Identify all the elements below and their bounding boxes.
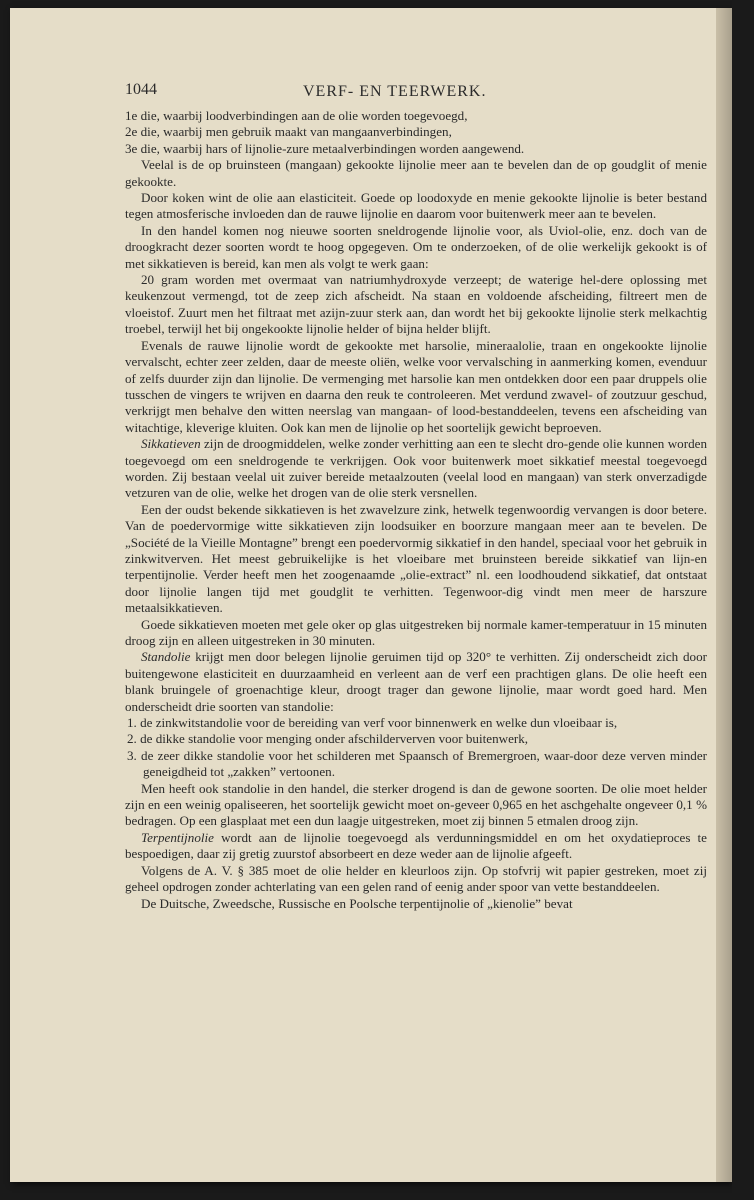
term-sikkatieven: Sikkatieven <box>141 436 201 452</box>
paragraph: In den handel komen nog nieuwe soorten sneldrogende lijnolie voor, als Uviol-olie, enz. doch van de droogkracht dezer soorten wordt te hoog opgegeven. Om te onderzoeken, of de olie werkelijk gekookt is of met sikkatieven is bereid, kan men als volgt te werk gaan: <box>125 222 707 271</box>
list-item: 1. de zinkwitstandolie voor de bereiding van verf voor binnenwerk en welke dun vloeibaar is, <box>127 715 618 731</box>
paragraph: Men heeft ook standolie in den handel, die sterker drogend is dan de gewone soorten. De olie moet helder zijn en een weinig opaliseeren, het soortelijk gewicht moet on-geveer 0,965 en het aschgehalte ongeveer 0,1 % bedragen. Op een glasplaat met een dun laagje uitgestreken, moet zij binnen 5 etmalen droog zijn. <box>125 780 707 829</box>
list-item: 3e die, waarbij hars of lijnolie-zure metaalverbindingen worden aangewend. <box>125 140 525 156</box>
paragraph: Goede sikkatieven moeten met gele oker op glas uitgestreken bij normale kamer-temperatuur in 15 minuten droog zijn en alleen uitgestreken in 30 minuten. <box>125 616 707 648</box>
book-page <box>10 8 732 1182</box>
paragraph: Volgens de A. V. § 385 moet de olie helder en kleurloos zijn. Op stofvrij wit papier gestreken, moet zij geheel opdrogen zonder achterlating van een gelen rand of eenig ander spoor van vette bestanddeelen. <box>125 862 707 895</box>
list-item: 2e die, waarbij men gebruik maakt van mangaanverbindingen, <box>125 124 452 140</box>
list-item: 2. de dikke standolie voor menging onder afschilderverven voor buitenwerk, <box>127 731 529 747</box>
list-item: 3. de zeer dikke standolie voor het schilderen met Spaansch of Bremergroen, waar-door deze verven minder geneigdheid tot „zakken” vertoonen. <box>127 747 707 780</box>
term-standolie: Standolie <box>141 649 191 665</box>
paragraph: Evenals de rauwe lijnolie wordt de gekookte met harsolie, mineraalolie, traan en ongekookte lijnolie vervalscht, echter zeer zelden, daar de meeste oliën, welke voor vervalsching in aanmerking komen, evenduur of zelfs duurder zijn dan lijnolie. De vermenging met harsolie kan men ontdekken door een paar druppels olie tusschen de vingers te wrijven en daarna den reuk te controleeren. Met verdund zwavel- of zoutzuur geschud, verkrijgt men behalve den witten neerslag van mangaan- of lood-bestanddeelen, tevens een afscheiding van witachtige, kleverige kluiten. Ook kan men de lijnolie op het soortelijk gewicht beproeven. <box>125 337 707 435</box>
list-item: 1e die, waarbij loodverbindingen aan de olie worden toegevoegd, <box>125 108 468 123</box>
body-text <box>125 108 707 912</box>
paragraph: Door koken wint de olie aan elasticiteit. Goede op loodoxyde en menie gekookte lijnolie is beter bestand tegen atmosferische invloeden dan de rauwe lijnolie en daarom voor buitenwerk meer aan te bevelen. <box>125 190 707 222</box>
paragraph <box>125 436 707 502</box>
paragraph-text: wordt aan de lijnolie toegevoegd als verdunningsmiddel en om het oxydatieproces te bespoedigen, daar zij gretig zuurstof absorbeert en deze weder aan de lijnolie afgeeft. <box>125 829 707 862</box>
paragraph: De Duitsche, Zweedsche, Russische en Poolsche terpentijnolie of „kienolie” bevat <box>141 895 573 911</box>
paragraph: Een der oudst bekende sikkatieven is het zwavelzure zink, hetwelk tegenwoordig vervangen is door betere. Van de poedervormige witte sikkatieven zijn loodsuiker en boorzure mangaan meer aan te bevelen. De „Société de la Vieille Montagne” brengt een poedervormig sikkatief in den handel, speciaal voor het gebruik in zinkwitverven. Het meest gebruikelijke is het vloeibare met bruinsteen bereide sikkatief van lijn-en terpentijnolie. Verder heeft men het zoogenaamde „olie-extract” nl. een loodhoudend sikkatief, dat ontstaat door lijnolie langen tijd met goudglit te verhitten. Tegenwoor-dig vindt men meer de harszure metaalsikkatieven. <box>125 501 707 616</box>
running-title: VERF- EN TEERWERK. <box>303 83 487 100</box>
paragraph-text: krijgt men door belegen lijnolie geruimen tijd op 320° te verhitten. Zij onderscheidt zich door buitengewone elasticiteit en duurzaamheid en verleent aan de verf een prachtigen glans. De olie heeft een blank bruingele of groenachtige kleur, droogt trager dan gewone lijnolie, maar wordt goed hard. Men onderscheidt drie soorten van standolie: <box>125 649 707 714</box>
scan-background-strip <box>732 0 754 1200</box>
page-header <box>125 81 715 107</box>
paragraph: 20 gram worden met overmaat van natriumhydroxyde verzeept; de waterige hel-dere oplossing met keukenzout vermengd, tot de zeep zich afscheidt. Na staan en voldoende afscheiding, filtreert men de vloeistof. Zuurt men het filtraat met azijn-zuur sterk aan, dan wordt het bij gekookte lijnolie sterk melkachtig troebel, terwijl het bij ongekookte lijnolie helder of bijna helder blijft. <box>125 272 707 337</box>
paragraph <box>125 830 707 863</box>
page-number: 1044 <box>125 81 157 98</box>
term-terpentijnolie: Terpentijnolie <box>141 829 214 845</box>
paragraph: Veelal is de op bruinsteen (mangaan) gekookte lijnolie meer aan te bevelen dan de op goudglit of menie gekookte. <box>125 157 707 189</box>
paragraph-text: zijn de droogmiddelen, welke zonder verhitting aan een te slecht dro-gende olie kunnen worden toegevoegd om een sneldrogende te verkrijgen. Ook voor buitenwerk moet sikkatief meestal toegevoegd worden. Zij bestaan veelal uit zuiver bereide metaalzouten (veelal lood en mangaan) van sterk onverzadigde vetzuren van de olie, welke het drogen van de olie sterk versnellen. <box>125 436 707 501</box>
page-binding-edge <box>716 8 732 1182</box>
paragraph <box>125 649 707 715</box>
